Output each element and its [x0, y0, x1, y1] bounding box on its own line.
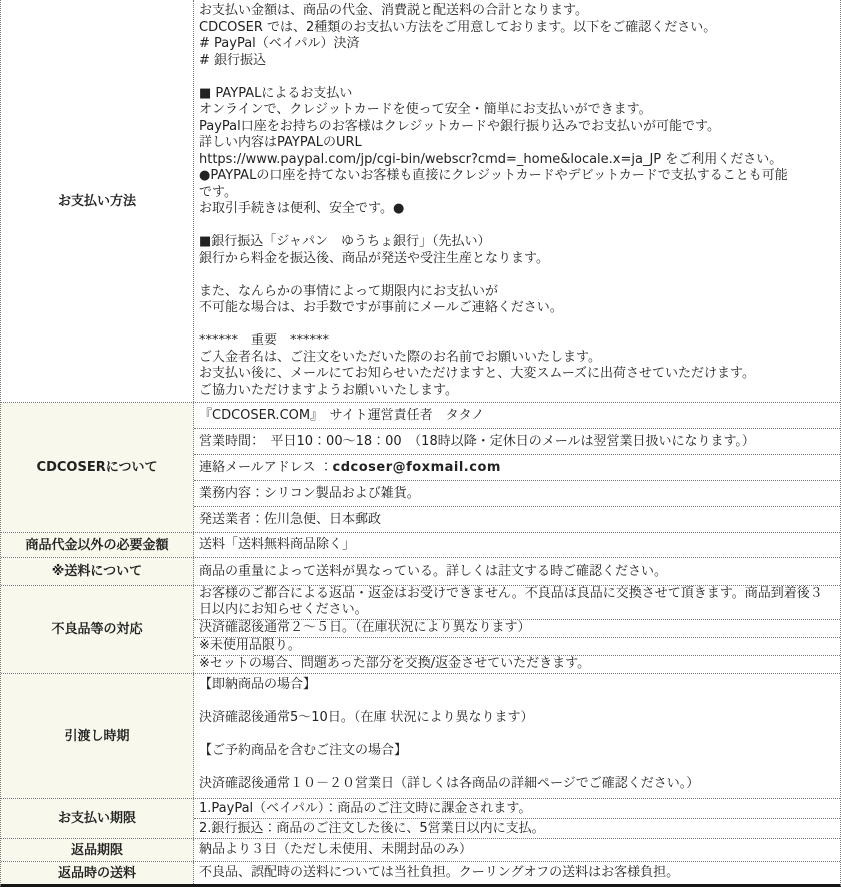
payment-method-label: お支払い方法 [1, 0, 194, 402]
row-extra-fee [1, 532, 840, 557]
contact-email: cdcoser@foxmail.com [332, 460, 501, 475]
row-payment-method [1, 0, 840, 402]
defect-policy-label: 不良品等の対応 [1, 586, 194, 673]
defect-row-set-note: ※セットの場合、問題あった部分を交換/返金させていただきます。 [194, 655, 840, 673]
defect-row-policy: お客様のご都合による返品・返金はお受けできません。不良品は良品に交換させて頂きます。商品到着後３日以内にお知らせください。 [199, 586, 823, 617]
shipping-note-label: ※送料について [1, 558, 194, 585]
row-return-shipping [1, 861, 840, 884]
about-row-site-owner: 『CDCOSER.COM』 サイト運営責任者 タタノ [199, 408, 485, 423]
delivery-time-text: 【即納商品の場合】 決済確認後通常5～10日。（在庫 状況により異なります） 【ご予約商品を含むご注文の場合】 決済確認後通常１０－２０営業日（詳しくは各商品の詳細ページでご確認ください。） [199, 677, 700, 791]
about-row-email [194, 454, 840, 480]
about-shop-content [194, 403, 840, 532]
return-shipping-text: 不良品、誤配時の送料については当社負担。クーリングオフの送料はお客様負担。 [199, 865, 680, 880]
about-row-shipper: 発送業者：佐川急便、日本郵政 [194, 506, 840, 532]
shipping-note-text: 商品の重量によって送料が異なっている。詳しくは註文する時ご確認ください。 [199, 563, 668, 579]
row-return-period [1, 838, 840, 861]
defect-policy-content [194, 586, 840, 673]
defect-row-unused-only: ※未使用品限り。 [194, 637, 840, 655]
row-delivery-time [1, 673, 840, 798]
return-shipping-label: 返品時の送料 [1, 862, 194, 884]
deadline-row-bank: 2.銀行振込：商品のご注文した後に、5営業日以内に支払。 [194, 818, 840, 838]
delivery-time-label: 引渡し時期 [1, 674, 194, 798]
extra-fee-label: 商品代金以外の必要金額 [1, 533, 194, 557]
payment-method-content [194, 0, 840, 402]
return-period-label: 返品期限 [1, 839, 194, 861]
defect-row-processing: 決済確認後通常２～５日。（在庫状況により異なります） [194, 619, 840, 637]
about-row-hours: 営業時間： 平日10：00～18：00 （18時以降・定休日のメールは翌営業日扱いになります。） [194, 428, 840, 454]
email-prefix-label: 連絡メールアドレス ： [199, 460, 333, 475]
about-row-business: 業務内容：シリコン製品および雑貨。 [194, 480, 840, 506]
payment-deadline-content [194, 799, 840, 838]
delivery-time-content [194, 674, 840, 798]
about-shop-label: CDCOSERについて [1, 403, 194, 532]
deadline-row-paypal: 1.PayPal（ベイパル）：商品のご注文時に課金されます。 [199, 801, 532, 816]
return-period-text: 納品より３日（ただし未使用、未開封品のみ） [199, 842, 473, 857]
row-about-shop [1, 402, 840, 532]
row-defect-policy [1, 585, 840, 673]
row-shipping-note [1, 557, 840, 585]
row-payment-deadline [1, 798, 840, 838]
payment-method-text: お支払い金額は、商品の代金、消費説と配送料の合計となります。 CDCOSER では、2種類のお支払い方法をご用意しております。以下をご確認ください。 # PayPal（ベイパル）決済 # 銀行振込 ■ PAYPALによるお支払い オンラインで、クレジットカードを使って安全・簡単にお支払いができます。 PayPal口座をお持ちのお客様はクレジットカードや銀行振り込みでお支払いが可能です。 詳しい内容はPAYPALのURL https://www.paypal.com/jp/cgi-bin/webscr?cmd=_home&locale.x=ja_JP をご利用ください。 ●PAYPALの口座を持てないお客様も直接にクレジットカードやデビットカードで支払することも可能 です。 お取引手続きは便利、安全です。● ■銀行振込「ジャパン ゆうちょ銀行」（先払い） 銀行から料金を振込後、商品が発送や受注生産となります。 また、なんらかの事情によって期限内にお支払いが 不可能な場合は、お手数ですが事前にメールご連絡ください。 ****** 重要 ****** ご入金者名は、ご注文をいただいた際のお名前でお願いいたします。 お支払い後に、メールにてお知らせいただけますと、大変スムーズに出荷させていただけます。 ご協力いただけますようお願いいたします。 [199, 3, 788, 398]
extra-fee-text: 送料「送料無料商品除く」 [199, 537, 356, 552]
payment-deadline-label: お支払い期限 [1, 799, 194, 838]
